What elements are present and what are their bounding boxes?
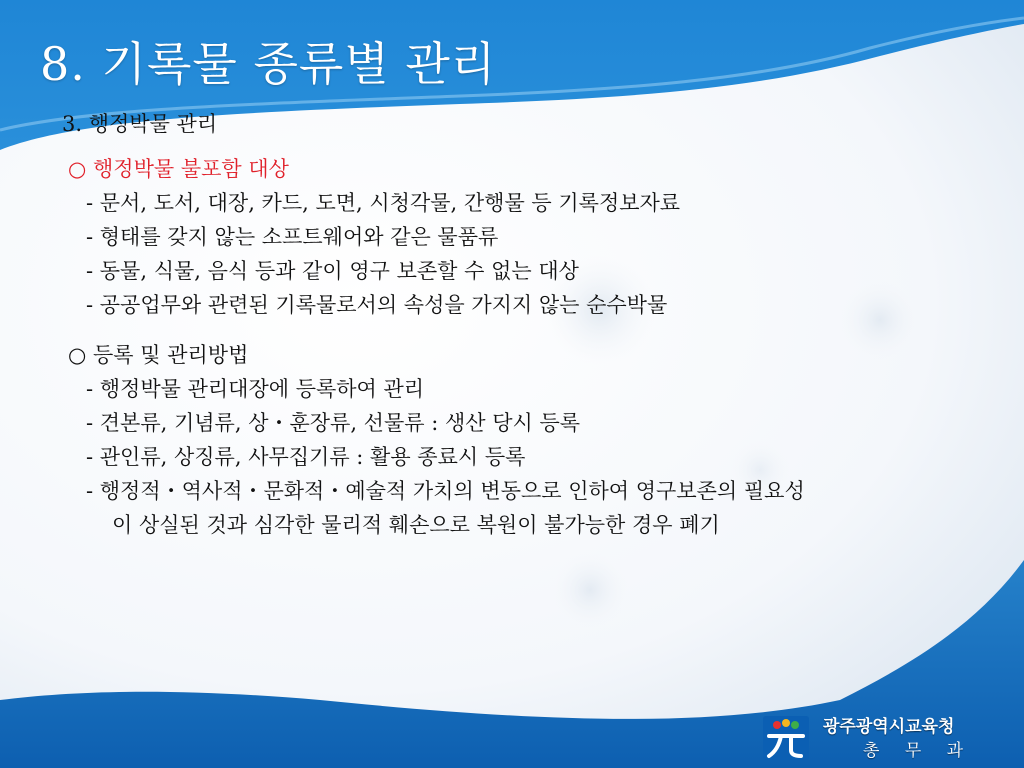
section-heading: ○ 등록 및 관리방법 [68, 343, 249, 367]
footer [763, 712, 1015, 762]
slide-subtitle: 3. 행정박물 관리 [62, 112, 218, 136]
section-registration-method [68, 338, 805, 542]
department-name: 총 무 과 [863, 741, 974, 761]
education-office-logo-icon [763, 716, 809, 760]
section-excluded-items [68, 152, 680, 322]
list-item: - 행정적・역사적・문화적・예술적 가치의 변동으로 인하여 영구보존의 필요성 [86, 479, 805, 503]
section-heading: ○ 행정박물 불포함 대상 [68, 157, 289, 181]
list-item: - 문서, 도서, 대장, 카드, 도면, 시청각물, 간행물 등 기록정보자료 [86, 191, 681, 215]
list-item: - 형태를 갖지 않는 소프트웨어와 같은 물품류 [86, 225, 499, 249]
list-item: - 행정박물 관리대장에 등록하여 관리 [86, 377, 425, 401]
organization-name: 광주광역시교육청 [823, 717, 955, 737]
list-item: - 관인류, 상징류, 사무집기류 : 활용 종료시 등록 [86, 445, 526, 469]
list-item-continuation: 이 상실된 것과 심각한 물리적 훼손으로 복원이 불가능한 경우 폐기 [112, 513, 720, 537]
list-item: - 동물, 식물, 음식 등과 같이 영구 보존할 수 없는 대상 [86, 259, 579, 283]
list-item: - 공공업무와 관련된 기록물로서의 속성을 가지지 않는 순수박물 [86, 293, 668, 317]
slide-title: 8. 기록물 종류별 관리 [40, 37, 497, 91]
list-item: - 견본류, 기념류, 상・훈장류, 선물류 : 생산 당시 등록 [86, 411, 581, 435]
